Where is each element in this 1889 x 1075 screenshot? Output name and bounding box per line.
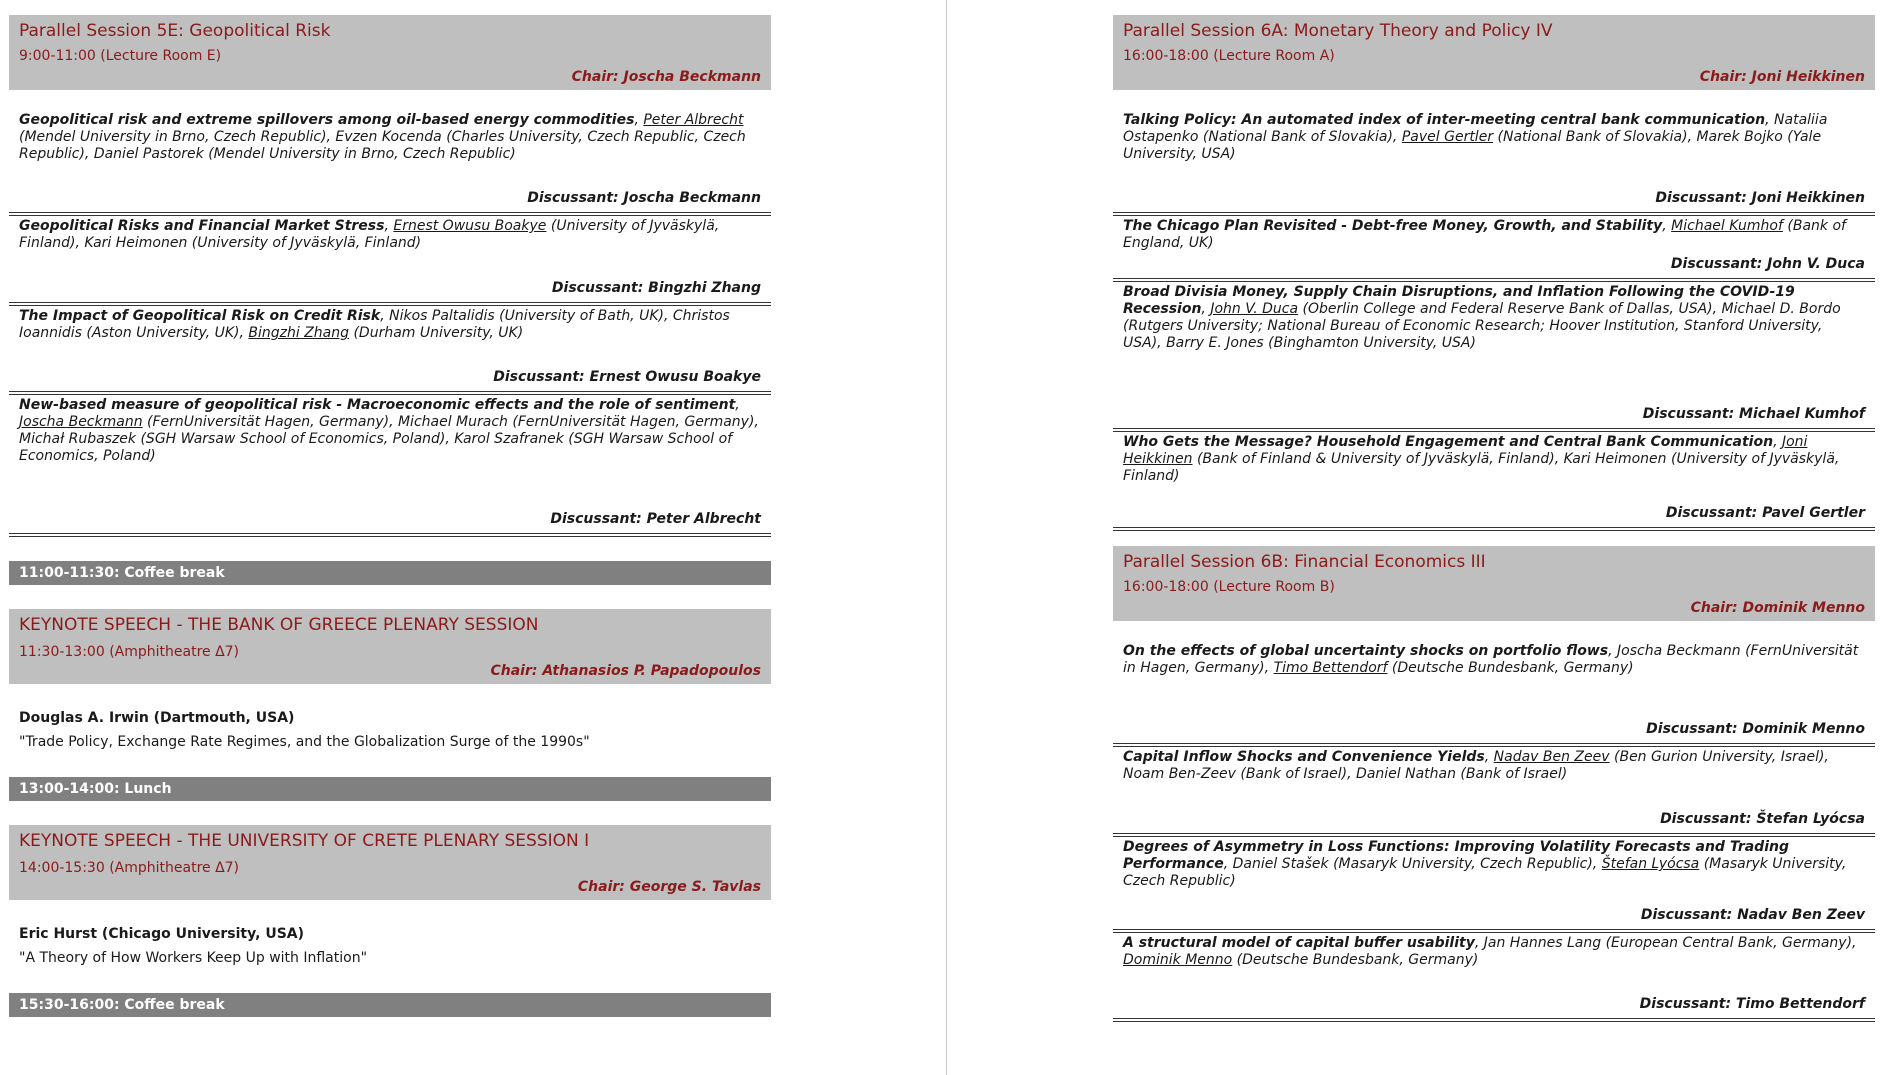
paper-title: A structural model of capital buffer usability <box>1123 935 1475 951</box>
paper-title: The Impact of Geopolitical Risk on Credit Risk <box>19 308 381 324</box>
paper-authors: (Mendel University in Brno, Czech Republic), Evzen Kocenda (Charles University, Czech Republic, Czech Republic), Daniel Pastorek (Mendel University in Brno, Czech Republic) <box>19 129 746 162</box>
paper-item <box>1113 282 1875 428</box>
paper-authors: (National Bank of Slovakia), Marek Bojko (Yale University, USA) <box>1123 129 1822 162</box>
discussant: Discussant: Joni Heikkinen <box>1655 190 1865 206</box>
presenter-name: Nadav Ben Zeev <box>1493 749 1610 765</box>
paper-title: Who Gets the Message? Household Engagement and Central Bank Communication <box>1123 434 1774 450</box>
paper-authors: (Bank of Finland & University of Jyväskylä, Finland), Kari Heimonen (University of Jyväskylä, Finland) <box>1123 451 1840 484</box>
paper-title: Geopolitical Risks and Financial Market Stress <box>19 218 385 234</box>
paper-authors: , <box>735 397 740 413</box>
paper-text <box>19 110 761 163</box>
paper-authors: (Durham University, UK) <box>349 325 524 341</box>
double-rule <box>9 533 771 537</box>
paper-authors: , <box>1773 434 1782 450</box>
paper-item <box>1113 216 1875 278</box>
paper-text <box>1123 282 1865 352</box>
discussant: Discussant: Michael Kumhof <box>1642 406 1865 422</box>
double-rule <box>1113 527 1875 531</box>
presenter-name: Dominik Menno <box>1123 952 1233 968</box>
paper-item <box>9 306 771 391</box>
keynote-chair: Chair: George S. Tavlas <box>577 879 761 895</box>
presenter-name: Joscha Beckmann <box>19 414 143 430</box>
paper-title: New-based measure of geopolitical risk - Macroeconomic effects and the role of sentiment <box>19 397 736 413</box>
paper-text <box>1123 432 1865 485</box>
discussant: Discussant: Timo Bettendorf <box>1639 996 1865 1012</box>
session-time: 16:00-18:00 (Lecture Room B) <box>1123 579 1335 595</box>
discussant: Discussant: Štefan Lyócsa <box>1660 811 1865 827</box>
paper-text <box>19 216 761 252</box>
discussant: Discussant: Pavel Gertler <box>1665 505 1865 521</box>
page-divider <box>946 0 947 1075</box>
paper-authors: (Bank of England, UK) <box>1123 218 1846 251</box>
paper-item <box>1113 747 1875 833</box>
presenter-name: Ernest Owusu Boakye <box>393 218 547 234</box>
paper-text <box>19 306 761 342</box>
lunch-bar: 13:00-14:00: Lunch <box>9 777 771 801</box>
session-title: Parallel Session 5E: Geopolitical Risk <box>19 21 331 41</box>
right-page <box>1113 0 1875 1022</box>
session-header <box>1113 546 1875 621</box>
paper-title: Talking Policy: An automated index of inter-meeting central bank communication <box>1123 112 1766 128</box>
keynote-chair: Chair: Athanasios P. Papadopoulos <box>490 663 761 679</box>
paper-authors: (Deutsche Bundesbank, Germany) <box>1387 660 1634 676</box>
keynote-talk-title: "A Theory of How Workers Keep Up with Inflation" <box>19 950 368 966</box>
paper-item <box>1113 933 1875 1018</box>
presenter-name: Pavel Gertler <box>1401 129 1494 145</box>
paper-item <box>9 395 771 533</box>
left-page <box>9 0 771 1017</box>
paper-title: Capital Inflow Shocks and Convenience Yields <box>1123 749 1485 765</box>
paper-text <box>1123 110 1865 163</box>
keynote-title: KEYNOTE SPEECH - THE UNIVERSITY OF CRETE PLENARY SESSION I <box>19 831 590 851</box>
paper-text <box>1123 933 1865 969</box>
keynote-time: 14:00-15:30 (Amphitheatre Δ7) <box>19 860 240 876</box>
paper-item <box>1113 432 1875 527</box>
paper-authors: , Joscha Beckmann (FernUniversität in Hagen, Germany), <box>1123 643 1859 676</box>
coffee-break-bar: 11:00-11:30: Coffee break <box>9 561 771 585</box>
session-time: 9:00-11:00 (Lecture Room E) <box>19 48 222 64</box>
discussant: Discussant: Joscha Beckmann <box>527 190 761 206</box>
paper-authors: , <box>634 112 644 128</box>
paper-authors: , <box>1662 218 1672 234</box>
double-rule <box>1113 1018 1875 1022</box>
paper-item <box>1113 837 1875 929</box>
coffee-break-bar: 15:30-16:00: Coffee break <box>9 993 771 1017</box>
paper-text <box>1123 216 1865 252</box>
discussant: Discussant: John V. Duca <box>1670 256 1865 272</box>
paper-authors: , Jan Hannes Lang (European Central Bank, Germany), <box>1474 935 1857 951</box>
paper-authors: , Daniel Stašek (Masaryk University, Czech Republic), <box>1223 856 1602 872</box>
paper-authors: (Ben Gurion University, Israel), Noam Ben-Zeev (Bank of Israel), Daniel Nathan (Bank of Israel) <box>1123 749 1829 782</box>
discussant: Discussant: Peter Albrecht <box>550 511 761 527</box>
paper-authors: (Deutsche Bundesbank, Germany) <box>1232 952 1479 968</box>
session-title: Parallel Session 6B: Financial Economics III <box>1123 552 1486 572</box>
session-time: 16:00-18:00 (Lecture Room A) <box>1123 48 1335 64</box>
paper-authors: , Nikos Paltalidis (University of Bath, UK), Christos Ioannidis (Aston University, UK), <box>19 308 730 341</box>
keynote-header <box>9 609 771 684</box>
paper-authors: , <box>1484 749 1494 765</box>
paper-authors: (University of Jyväskylä, Finland), Kari Heimonen (University of Jyväskylä, Finland) <box>19 218 720 251</box>
session-chair: Chair: Dominik Menno <box>1690 600 1865 616</box>
discussant: Discussant: Ernest Owusu Boakye <box>493 369 761 385</box>
presenter-name: Joni Heikkinen <box>1123 434 1808 467</box>
paper-text <box>1123 747 1865 783</box>
paper-authors: , Nataliia Ostapenko (National Bank of Slovakia), <box>1123 112 1828 145</box>
discussant: Discussant: Bingzhi Zhang <box>551 280 761 296</box>
presenter-name: Peter Albrecht <box>643 112 744 128</box>
presenter-name: John V. Duca <box>1210 301 1299 317</box>
paper-title: The Chicago Plan Revisited - Debt-free Money, Growth, and Stability <box>1123 218 1663 234</box>
session-chair: Chair: Joni Heikkinen <box>1699 69 1865 85</box>
keynote-title: KEYNOTE SPEECH - THE BANK OF GREECE PLENARY SESSION <box>19 615 539 635</box>
paper-authors: (Oberlin College and Federal Reserve Bank of Dallas, USA), Michael D. Bordo (Rutgers University; National Bureau of Economic Research; Hoover Institution, Stanford University, USA), Barry E. Jones (Binghamton University, USA) <box>1123 301 1841 351</box>
paper-item <box>9 216 771 302</box>
paper-title: On the effects of global uncertainty shocks on portfolio flows <box>1123 643 1609 659</box>
session-title: Parallel Session 6A: Monetary Theory and Policy IV <box>1123 21 1553 41</box>
keynote-header <box>9 825 771 900</box>
paper-item <box>1113 110 1875 212</box>
paper-item <box>1113 641 1875 743</box>
session-header <box>9 15 771 90</box>
session-chair: Chair: Joscha Beckmann <box>571 69 761 85</box>
paper-authors: , <box>1201 301 1211 317</box>
presenter-name: Bingzhi Zhang <box>248 325 349 341</box>
presenter-name: Michael Kumhof <box>1671 218 1783 234</box>
paper-title: Degrees of Asymmetry in Loss Functions: Improving Volatility Forecasts and Trading Performance <box>1123 839 1789 872</box>
presenter-name: Štefan Lyócsa <box>1601 856 1700 872</box>
paper-text <box>1123 641 1865 677</box>
presenter-name: Timo Bettendorf <box>1273 660 1388 676</box>
keynote-speaker: Douglas A. Irwin (Dartmouth, USA) <box>19 710 295 726</box>
paper-title: Geopolitical risk and extreme spillovers among oil-based energy commodities <box>19 112 635 128</box>
paper-title: Broad Divisia Money, Supply Chain Disruptions, and Inflation Following the COVID-19 Recession <box>1123 284 1795 317</box>
paper-authors: (FernUniversität Hagen, Germany), Michael Murach (FernUniversität Hagen, Germany), Michał Rubaszek (SGH Warsaw School of Economics, Poland), Karol Szafranek (SGH Warsaw School of Economics, Poland) <box>19 414 759 464</box>
paper-text <box>19 395 761 465</box>
paper-authors: (Masaryk University, Czech Republic) <box>1123 856 1847 889</box>
paper-item <box>9 110 771 212</box>
discussant: Discussant: Dominik Menno <box>1646 721 1865 737</box>
discussant: Discussant: Nadav Ben Zeev <box>1640 907 1865 923</box>
paper-text <box>1123 837 1865 890</box>
keynote-time: 11:30-13:00 (Amphitheatre Δ7) <box>19 644 240 660</box>
keynote-talk-title: "Trade Policy, Exchange Rate Regimes, and the Globalization Surge of the 1990s" <box>19 734 590 750</box>
paper-authors: , <box>384 218 394 234</box>
session-header <box>1113 15 1875 90</box>
keynote-speaker: Eric Hurst (Chicago University, USA) <box>19 926 305 942</box>
